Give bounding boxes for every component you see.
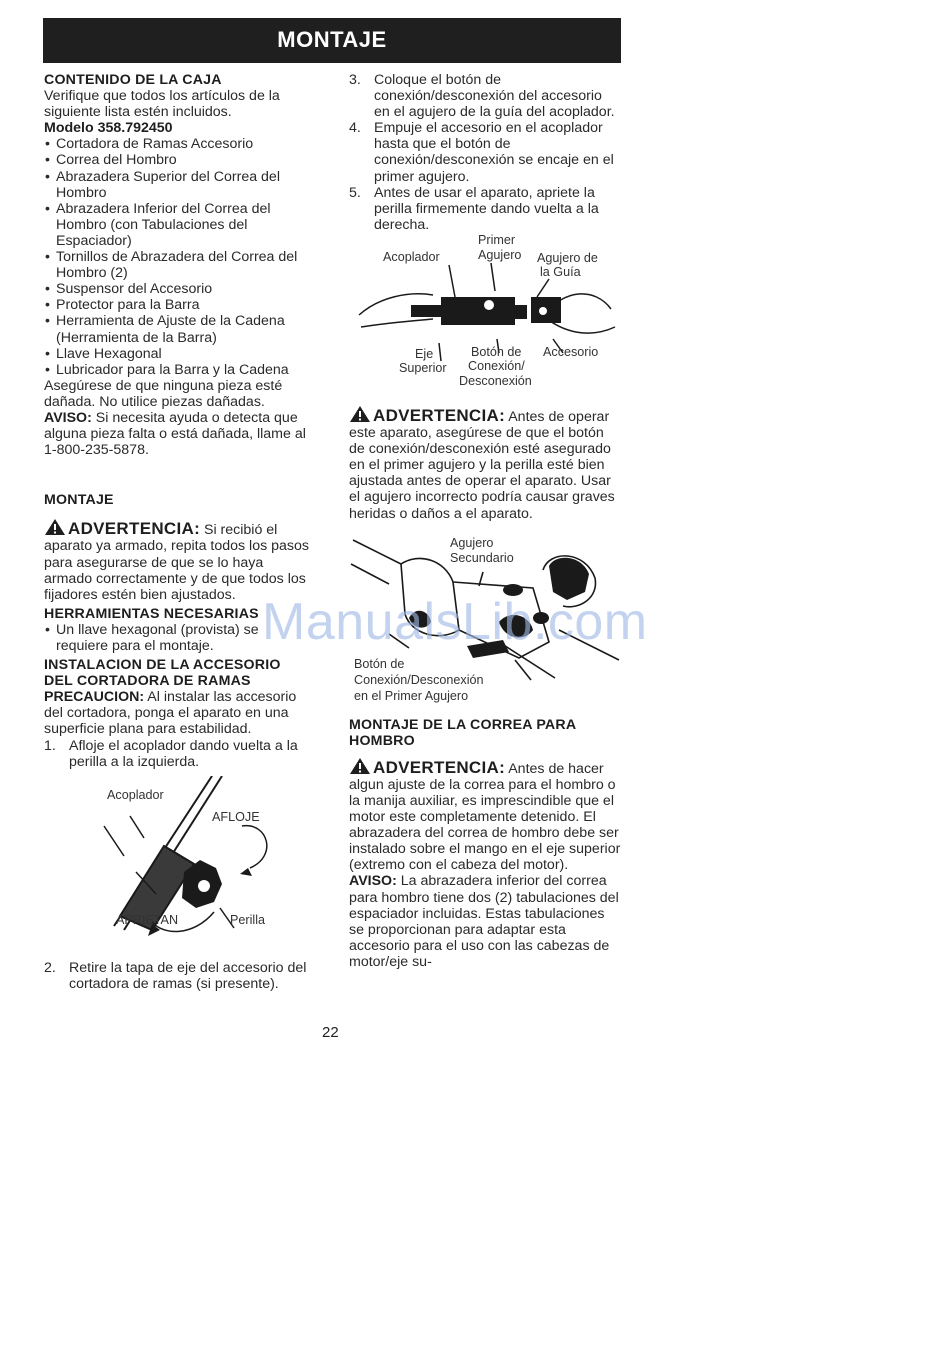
figure-label-afloje: AFLOJE: [212, 809, 260, 824]
right-column: [349, 72, 621, 970]
assembly-heading: MONTAJE: [44, 492, 114, 509]
page-number: 22: [322, 1024, 339, 1041]
strap-warning-text: Antes de hacer algun ajuste de la correa para el hombro o la manija auxiliar, es imprescindible que el motor este completamente detenido. El abrazadera del correa de hombro debe ser instalado sobre el mango en el eje superior (extremo con el cabeza del motor).: [349, 760, 621, 874]
section-title: MONTAJE: [277, 27, 387, 52]
list-item: • Lubricador para la Barra y la Cadena: [44, 362, 312, 378]
step-text: Empuje el accesorio en el acoplador hasta que el botón de conexión/desconexión se encaje en el primer agujero.: [374, 120, 614, 185]
step-item: [349, 185, 621, 233]
figure-label-boton-1: Botón de: [471, 344, 522, 359]
warning-text: Si recibió el aparato ya armado, repita todos los pasos para asegurarse de que se lo haya armado correctamente y de que todos los fijadores estén bien ajustados.: [44, 522, 309, 603]
list-item: • Protector para la Barra: [44, 297, 312, 313]
figure-label-agujero: Agujero: [450, 535, 494, 550]
aviso-paragraph: [44, 410, 312, 458]
figure-label-boton-2: Conexión/Desconexión: [354, 672, 484, 687]
step-text: Antes de usar el aparato, apriete la perilla firmemente dando vuelta a la derecha.: [374, 184, 599, 233]
list-item: • Cortadora de Ramas Accesorio: [44, 136, 312, 152]
step-item: [44, 738, 312, 770]
step-number: 4.: [349, 120, 361, 137]
list-item: • Llave Hexagonal: [44, 346, 312, 362]
step-text: Coloque el botón de conexión/desconexión del accesorio en el agujero de la guía del acoplador.: [374, 72, 615, 121]
contents-heading: CONTENIDO DE LA CAJA: [44, 72, 222, 88]
strap-heading: MONTAJE DE LA CORREA PARA HOMBRO: [349, 716, 576, 749]
coupler-figure: [44, 776, 312, 958]
figure-label-agujero-guia-1: Agujero de: [537, 250, 598, 265]
warning-label: ADVERTENCIA:: [373, 405, 506, 425]
list-item: • Correa del Hombro: [44, 152, 312, 168]
contents-list: [44, 136, 312, 377]
warning-label: ADVERTENCIA:: [68, 519, 201, 539]
strap-warning-paragraph: [349, 757, 621, 874]
install-heading: INSTALACION DE LA ACCESORIO DEL CORTADORA DE RAMAS: [44, 657, 281, 690]
list-item: • Suspensor del Accesorio: [44, 281, 312, 297]
tools-heading: HERRAMIENTAS NECESARIAS: [44, 605, 259, 622]
coupler-insertion-figure: [349, 232, 621, 393]
figure-label-agujero: Agujero: [478, 247, 522, 262]
figure-label-primer: Primer: [478, 232, 516, 247]
caution-paragraph: [44, 689, 312, 737]
figure-label-boton-2: Conexión/: [468, 358, 525, 373]
coupler-illustration: [44, 776, 312, 958]
step-number: 1.: [44, 737, 56, 754]
caution-text: Al instalar las accesorio del cortadora, ponga el aparato en una superficie plana para estabilidad.: [44, 689, 297, 738]
contents-intro: Verifique que todos los artículos de la siguiente lista estén incluidos.: [44, 88, 280, 121]
aviso-label: AVISO:: [44, 409, 92, 426]
strap-aviso-label: AVISO:: [349, 873, 397, 890]
section-banner: [43, 18, 621, 63]
damage-note: Asegúrese de que ninguna pieza esté dañada. No utilice piezas dañadas.: [44, 377, 283, 410]
figure-label-eje: Eje: [415, 346, 434, 361]
warning-text: Antes de operar este aparato, asegúrese de que el botón de conexión/desconexión esté asegurado en el primer agujero y la perilla esté bien ajustada antes de operar el aparato. Usar el agujero incorrecto podría causar graves heridas o daños a el aparato.: [349, 408, 615, 522]
model-label: Modelo 358.792450: [44, 120, 173, 137]
list-item: • Tornillos de Abrazadera del Correa del Hombro (2): [44, 249, 312, 281]
warning-icon: [349, 405, 371, 423]
step-text: Retire la tapa de eje del accesorio del cortadora de ramas (si presente).: [69, 959, 307, 992]
figure-label-boton-3: Desconexión: [459, 373, 532, 388]
warning-icon: [44, 518, 66, 536]
step-number: 3.: [349, 72, 361, 88]
strap-aviso-paragraph: [349, 873, 621, 970]
figure-label-acoplador: Acoplador: [383, 249, 440, 264]
list-item: • Abrazadera Superior del Correa del Hombro: [44, 169, 312, 201]
warning-paragraph: [349, 405, 621, 522]
figure-label-agujero-guia-2: la Guía: [540, 264, 581, 279]
caution-label: PRECAUCION:: [44, 689, 145, 706]
figure-label-boton-1: Botón de: [354, 656, 405, 671]
list-item: • Un llave hexagonal (provista) se requiere para el montaje.: [44, 622, 312, 654]
step-item: [349, 72, 621, 120]
figure-label-perilla: Perilla: [230, 912, 265, 927]
figure-label-aprietan: APRIETAN: [116, 912, 179, 927]
figure-label-secundario: Secundario: [450, 550, 514, 565]
step-number: 5.: [349, 184, 361, 201]
strap-warning-label: ADVERTENCIA:: [373, 757, 506, 777]
aviso-text: Si necesita ayuda o detecta que alguna pieza falta o está dañada, llame al 1-800-235-5878.: [44, 409, 306, 459]
warning-icon: [349, 757, 371, 775]
step-number: 2.: [44, 959, 56, 976]
warning-paragraph: [44, 518, 312, 602]
figure-label-boton-3: en el Primer Agujero: [354, 688, 469, 703]
figure-label-acoplador: Acoplador: [107, 787, 164, 802]
step-item: [349, 120, 621, 184]
step-text: Afloje el acoplador dando vuelta a la perilla a la izquierda.: [69, 737, 298, 770]
strap-aviso-text: La abrazadera inferior del correa para hombro tiene dos (2) tabulaciones del espaciador incluidas. Estas tabulaciones se proporcionan para adaptar esta accesorio para el uso con las cabezas de motor/eje su-: [349, 873, 619, 970]
step-item: [44, 960, 312, 992]
list-item: • Abrazadera Inferior del Correa del Hombro (con Tabulaciones del Espaciador): [44, 201, 312, 249]
list-item: • Herramienta de Ajuste de la Cadena (Herramienta de la Barra): [44, 313, 312, 345]
figure-label-superior: Superior: [399, 360, 447, 375]
figure-label-accesorio: Accesorio: [543, 344, 599, 359]
left-column: [44, 72, 312, 992]
watermark: ManualsLib.com: [262, 593, 648, 651]
